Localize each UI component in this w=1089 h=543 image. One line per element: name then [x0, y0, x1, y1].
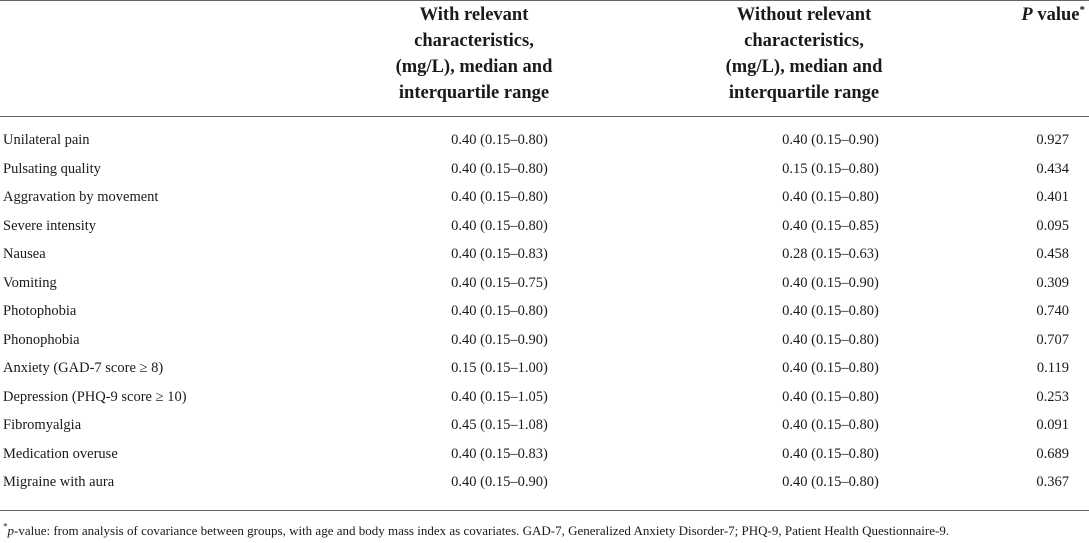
footnote-text: -value: from analysis of covariance between groups, with age and body mass index as covariates. GAD-7, Generalized Anxiety Disorder-7; PHQ-9, Patient Health Questionnaire-9.: [14, 523, 950, 538]
header-line: Without relevant: [736, 5, 872, 25]
table-row: [0, 474, 1089, 503]
header-bottom-rule: [0, 116, 1089, 117]
value-with: 0.40 (0.15–0.80): [451, 160, 548, 177]
header-line: (mg/L), median and: [725, 57, 883, 77]
p-value: 0.458: [1036, 246, 1069, 262]
table-row: [0, 360, 1089, 389]
value-with: 0.40 (0.15–0.80): [451, 217, 548, 234]
value-without: 0.28 (0.15–0.63): [782, 246, 879, 262]
value-without: 0.40 (0.15–0.85): [782, 217, 879, 234]
value-with: 0.40 (0.15–1.05): [451, 388, 548, 405]
footnote-p-letter: p: [7, 523, 14, 538]
p-value: 0.401: [1036, 189, 1069, 205]
p-value: 0.367: [1036, 474, 1069, 490]
table-row: [0, 389, 1089, 418]
footnote-mark: *: [3, 521, 8, 532]
header-line: characteristics,: [414, 31, 534, 51]
header-p-value: [980, 2, 1085, 28]
row-label: Photophobia: [3, 303, 77, 319]
table-row: [0, 417, 1089, 446]
row-label: Migraine with aura: [3, 474, 115, 490]
value-without: 0.15 (0.15–0.80): [782, 160, 879, 177]
row-label: Phonophobia: [3, 331, 80, 348]
value-with: 0.45 (0.15–1.08): [451, 417, 548, 433]
value-with: 0.40 (0.15–0.90): [451, 331, 548, 348]
table-row: [0, 218, 1089, 247]
header-line: interquartile range: [728, 83, 880, 103]
p-value: 0.689: [1036, 445, 1069, 462]
value-with: 0.40 (0.15–0.90): [451, 474, 548, 490]
row-label: Aggravation by movement: [3, 189, 159, 205]
footnote: [3, 523, 949, 539]
header-p-letter: P: [1021, 5, 1033, 25]
value-without: 0.40 (0.15–0.80): [782, 388, 879, 405]
value-with: 0.15 (0.15–1.00): [451, 360, 548, 376]
header-without-characteristics: [662, 2, 946, 106]
value-with: 0.40 (0.15–0.83): [451, 445, 548, 462]
value-with: 0.40 (0.15–0.80): [451, 303, 548, 319]
value-without: 0.40 (0.15–0.80): [782, 474, 879, 490]
value-without: 0.40 (0.15–0.80): [782, 360, 879, 376]
table-row: [0, 446, 1089, 475]
p-value: 0.309: [1036, 274, 1069, 291]
row-label: Depression (PHQ-9 score ≥ 10): [3, 388, 187, 405]
table-row: [0, 303, 1089, 332]
p-value: 0.119: [1036, 360, 1069, 376]
table-top-rule: [0, 0, 1089, 1]
header-line: (mg/L), median and: [395, 57, 553, 77]
table-row: [0, 189, 1089, 218]
value-with: 0.40 (0.15–0.80): [451, 189, 548, 205]
table-bottom-rule: [0, 510, 1089, 511]
p-value: 0.927: [1036, 132, 1069, 148]
header-line: characteristics,: [744, 31, 864, 51]
row-label: Unilateral pain: [3, 132, 90, 148]
value-without: 0.40 (0.15–0.80): [782, 445, 879, 462]
p-value: 0.095: [1036, 217, 1069, 234]
p-value: 0.707: [1036, 331, 1069, 348]
value-without: 0.40 (0.15–0.90): [782, 132, 879, 148]
value-with: 0.40 (0.15–0.80): [451, 132, 548, 148]
data-table: [0, 132, 1089, 503]
header-with-characteristics: [331, 2, 617, 106]
header-p-text: value: [1032, 5, 1080, 25]
p-value: 0.434: [1036, 160, 1069, 177]
table-row: [0, 161, 1089, 190]
row-label: Fibromyalgia: [3, 417, 82, 433]
value-without: 0.40 (0.15–0.80): [782, 303, 879, 319]
row-label: Vomiting: [3, 274, 57, 291]
header-line: With relevant: [419, 5, 529, 25]
row-label: Anxiety (GAD-7 score ≥ 8): [3, 360, 164, 376]
value-with: 0.40 (0.15–0.75): [451, 274, 548, 291]
p-value: 0.740: [1036, 303, 1069, 319]
table-row: [0, 246, 1089, 275]
value-without: 0.40 (0.15–0.80): [782, 331, 879, 348]
value-without: 0.40 (0.15–0.90): [782, 274, 879, 291]
header-p-footnote-mark: *: [1079, 3, 1085, 16]
value-with: 0.40 (0.15–0.83): [451, 246, 548, 262]
value-without: 0.40 (0.15–0.80): [782, 189, 879, 205]
row-label: Severe intensity: [3, 217, 97, 234]
value-without: 0.40 (0.15–0.80): [782, 417, 879, 433]
p-value: 0.091: [1036, 417, 1069, 433]
header-line: interquartile range: [398, 83, 550, 103]
p-value: 0.253: [1036, 388, 1069, 405]
table-row: [0, 275, 1089, 304]
row-label: Pulsating quality: [3, 160, 101, 177]
row-label: Medication overuse: [3, 445, 118, 462]
row-label: Nausea: [3, 246, 46, 262]
table-row: [0, 332, 1089, 361]
table-row: [0, 132, 1089, 161]
